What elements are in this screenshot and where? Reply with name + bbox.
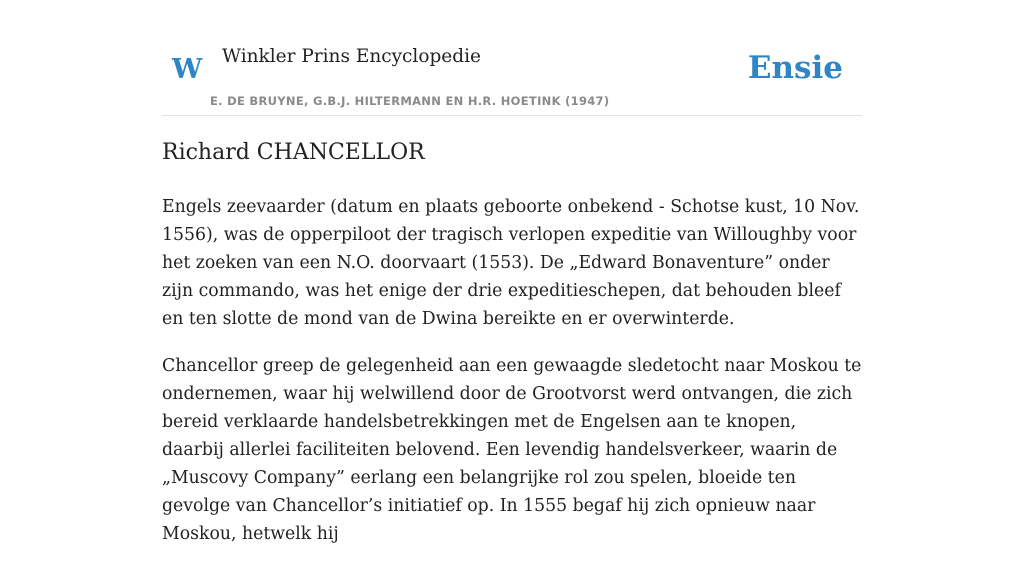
publication-logo[interactable]: W (172, 54, 203, 85)
site-header (162, 30, 862, 116)
article-paragraph: Chancellor greep de gelegenheid aan een gewaagde sledetocht naar Moskou te ondernemen, waar hij welwillend door de Grootvorst werd ontvangen, die zich bereid verklaarde handelsbetrekkingen met de Engelsen aan te knopen, daarbij allerlei faciliteiten belovend. Een levendig handelsverkeer, waarin de „Muscovy Company” eerlang een belangrijke rol zou spelen, bloeide ten gevolge van Chancellor’s initiatief op. In 1555 begaf hij zich opnieuw naar Moskou, hetwelk hij (162, 356, 862, 544)
publication-authors: E. DE BRUYNE, G.B.J. HILTERMANN EN H.R. HOETINK (1947) (210, 94, 610, 108)
article-title: Richard CHANCELLOR (162, 140, 425, 165)
article-body (162, 193, 862, 567)
article-paragraph: Engels zeevaarder (datum en plaats geboorte onbekend - Schotse kust, 10 Nov. 1556), was de opperpiloot der tragisch verlopen expeditie van Willoughby voor het zoeken van een N.O. doorvaart (1553). De „Edward Bonaventure” onder zijn commando, was het enige der drie expeditieschepen, dat behouden bleef en ten slotte de mond van de Dwina bereikte en er overwinterde. (162, 197, 860, 329)
publication-title[interactable]: Winkler Prins Encyclopedie (222, 46, 481, 67)
ensie-logo[interactable]: Ensie (747, 50, 843, 86)
